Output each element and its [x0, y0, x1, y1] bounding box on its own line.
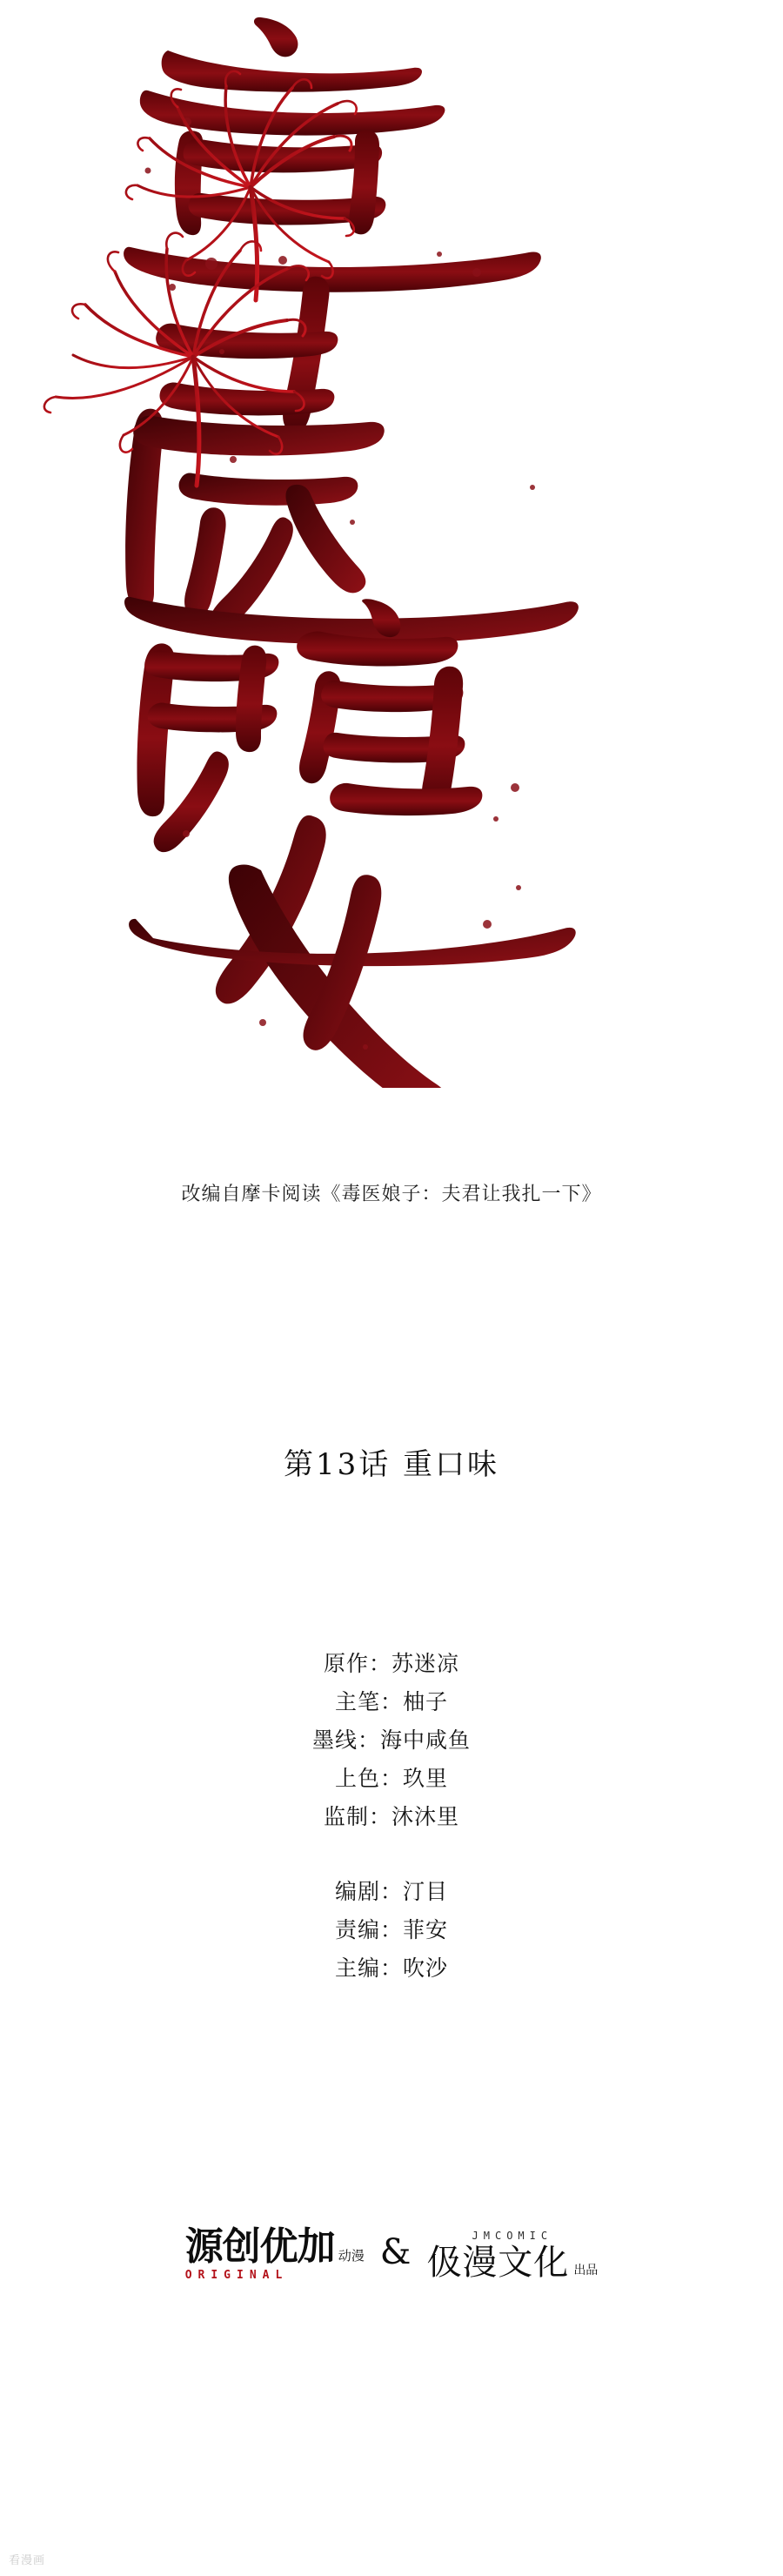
- logo-separator-ampersand: &: [379, 2232, 412, 2272]
- credits-block: [0, 1645, 783, 1988]
- studio-logos: [0, 2224, 783, 2283]
- credit-line-screenwriter: 编剧：汀目: [334, 1879, 448, 1904]
- logo-left-sub-text: 动漫: [338, 2248, 365, 2264]
- logo-jmcomic: [426, 2230, 599, 2283]
- title-artwork: [0, 0, 783, 1088]
- site-watermark: 看漫画: [9, 2554, 46, 2567]
- title-char-yi: [124, 409, 579, 645]
- logo-right-row: [426, 2243, 599, 2283]
- logo-right-main-text: 伋漫文化: [426, 2243, 570, 2283]
- logo-right-english-text: JMCOMIC: [472, 2230, 553, 2242]
- credit-line-supervisor: 监制：沐沐里: [323, 1804, 459, 1829]
- credit-line-chief-editor: 主编：吹沙: [334, 1955, 448, 1981]
- credit-line-original: 原作：苏迷凉: [323, 1651, 459, 1676]
- credit-line-lead-artist: 主笔：柚子: [334, 1689, 448, 1714]
- credit-line-lineart: 墨线：海中咸鱼: [311, 1727, 471, 1753]
- credit-line-responsible-editor: 责编：菲安: [334, 1917, 448, 1942]
- adaptation-source-text: 改编自摩卡阅读《毒医娘子：夫君让我扎一下》: [181, 1184, 602, 1205]
- logo-right-sub-text: 出品: [573, 2264, 599, 2278]
- logo-left-english-text: ORIGINAL: [184, 2269, 289, 2282]
- logo-yuanchuangyoujia: [184, 2224, 365, 2282]
- title-char-nv: [129, 815, 576, 1088]
- logo-left-main-text: 源创优加: [184, 2224, 335, 2269]
- logo-left-row: [184, 2224, 365, 2269]
- title-calligraphy-svg: [0, 0, 783, 1088]
- credit-line-color: 上色：玖里: [334, 1766, 448, 1791]
- credits-spacer: [0, 1836, 783, 1873]
- chapter-title: 第13话 重口味: [283, 1447, 500, 1482]
